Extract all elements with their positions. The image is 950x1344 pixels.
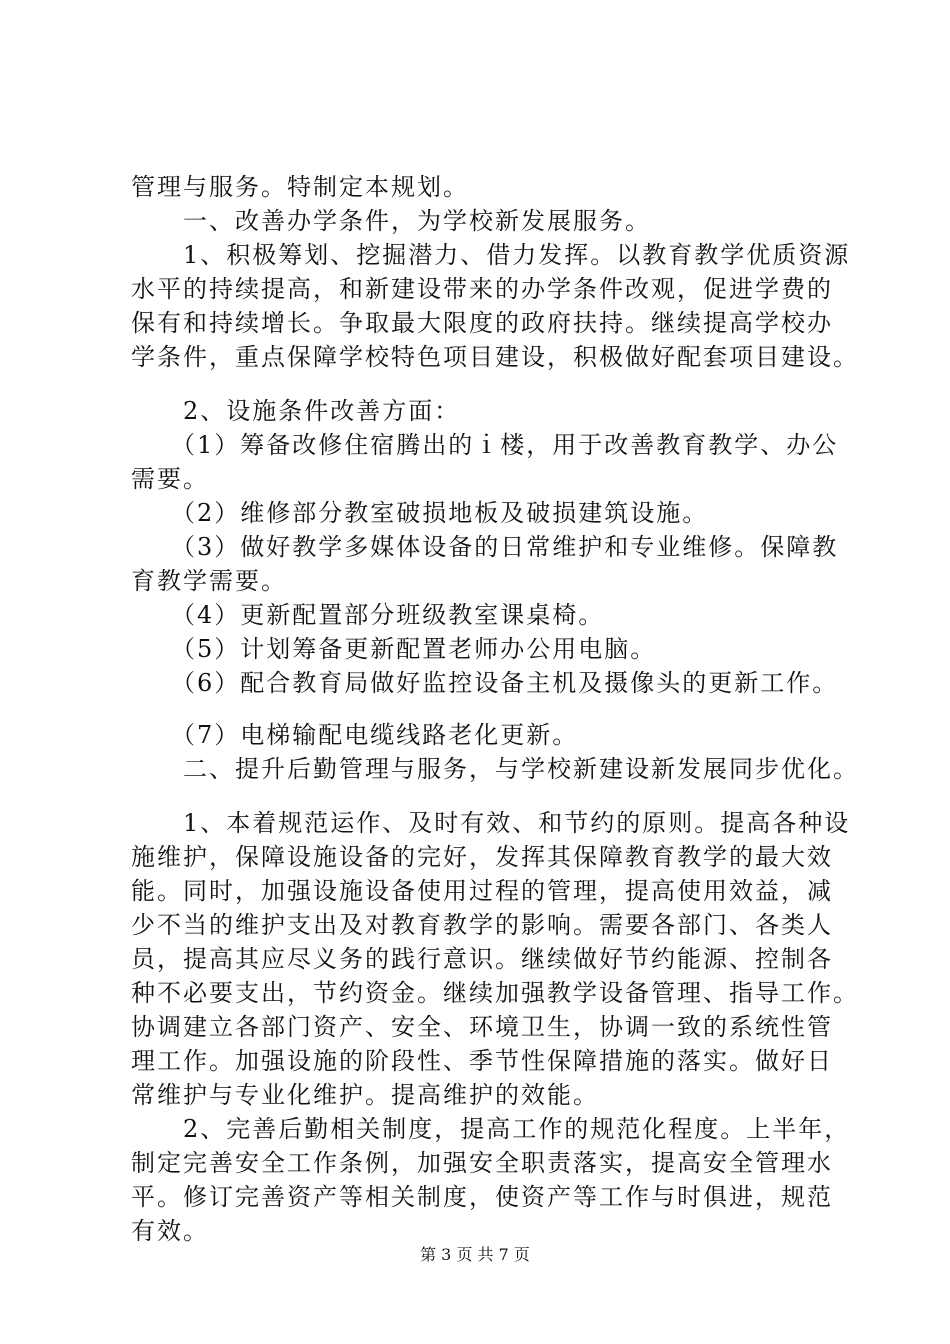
- text-line: 需要。: [131, 465, 209, 493]
- text-line: 2、完善后勤相关制度，提高工作的规范化程度。上半年，: [131, 1115, 851, 1143]
- text-line: 1、本着规范运作、及时有效、和节约的原则。提高各种设: [131, 809, 851, 837]
- text-line: 施维护，保障设施设备的完好，发挥其保障教育教学的最大效: [131, 843, 833, 871]
- text-line: 种不必要支出，节约资金。继续加强教学设备管理、指导工作。: [131, 979, 859, 1007]
- text-line: 少不当的维护支出及对教育教学的影响。需要各部门、各类人: [131, 911, 833, 939]
- list-item: （6）配合教育局做好监控设备主机及摄像头的更新工作。: [131, 669, 839, 697]
- text-line: 水平的持续提高，和新建设带来的办学条件改观，促进学费的: [131, 275, 833, 303]
- text-line: 制定完善安全工作条例，加强安全职责落实，提高安全管理水: [131, 1149, 833, 1177]
- text-line: 协调建立各部门资产、安全、环境卫生，协调一致的系统性管: [131, 1013, 833, 1041]
- section-heading: 一、改善办学条件，为学校新发展服务。: [131, 207, 651, 235]
- text-line: 平。修订完善资产等相关制度，使资产等工作与时俱进，规范: [131, 1183, 833, 1211]
- text-line: 常维护与专业化维护。提高维护的效能。: [131, 1081, 599, 1109]
- list-item: （5）计划筹备更新配置老师办公用电脑。: [131, 635, 657, 663]
- text-line: 能。同时，加强设施设备使用过程的管理，提高使用效益，减: [131, 877, 833, 905]
- text-line: 员，提高其应尽义务的践行意识。继续做好节约能源、控制各: [131, 945, 833, 973]
- section-heading: 二、提升后勤管理与服务，与学校新建设新发展同步优化。: [131, 755, 859, 783]
- text-line: 2、设施条件改善方面：: [131, 397, 461, 425]
- text-line: 育教学需要。: [131, 567, 287, 595]
- list-item: （3）做好教学多媒体设备的日常维护和专业维修。保障教: [131, 533, 839, 561]
- list-item: （1）筹备改修住宿腾出的ｉ楼，用于改善教育教学、办公: [131, 431, 839, 459]
- list-item: （7）电梯输配电缆线路老化更新。: [131, 721, 579, 749]
- list-item: （4）更新配置部分班级教室课桌椅。: [131, 601, 605, 629]
- list-item: （2）维修部分教室破损地板及破损建筑设施。: [131, 499, 709, 527]
- text-line: 有效。: [131, 1217, 209, 1245]
- text-line: 理工作。加强设施的阶段性、季节性保障措施的落实。做好日: [131, 1047, 833, 1075]
- text-line: 1、积极筹划、挖掘潜力、借力发挥。以教育教学优质资源: [131, 241, 851, 269]
- page-footer: 第 3 页 共 7 页: [420, 1245, 530, 1264]
- text-line: 学条件，重点保障学校特色项目建设，积极做好配套项目建设。: [131, 343, 859, 371]
- text-line: 保有和持续增长。争取最大限度的政府扶持。继续提高学校办: [131, 309, 833, 337]
- text-line: 管理与服务。特制定本规划。: [131, 173, 469, 201]
